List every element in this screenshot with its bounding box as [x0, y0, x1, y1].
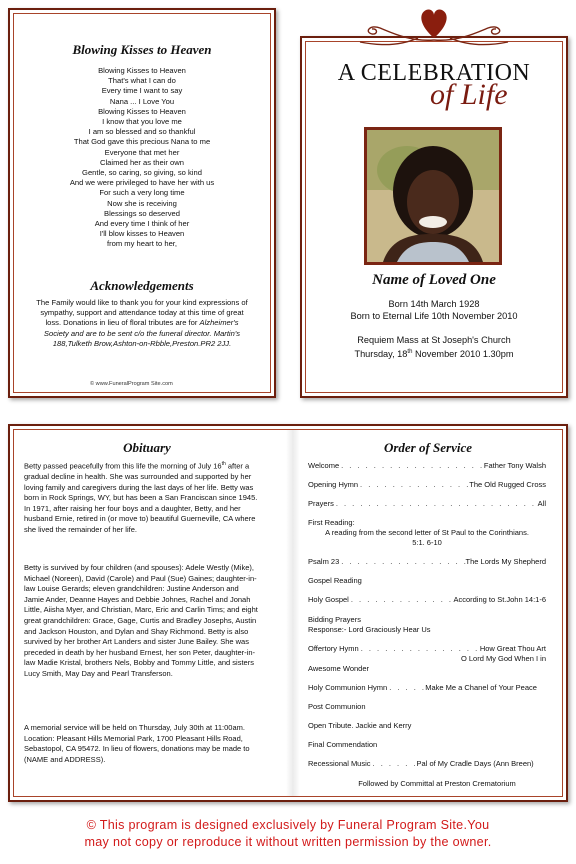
poem-line: And we were privileged to have her with us [69, 178, 215, 188]
prayers-row: Prayers . . . All [308, 499, 546, 509]
obituary-paragraph-2: Betty is survived by four children (and spouses): Adele Westly (Mike), Michael (Noreen), David (Carole) and Paul (Sue) Gaines; daughter-in-law Louise Gerards; eleven grandchildren: Justine Anderson and Jamie Ander, Deanne Hayes and Debbie Johnes, Rachel and Jonah Little, Aiisha Myer, and Christian, Marc, Eric and Carlin Tims; and eight great grandchildren: Grace, Gage, Curtis and Bradley Josephs, Austin and Jackson Houston, and Dylan and Shay Richmond. Betty is also survived by her brother Art Landers and sister June Bailey. She was preceded in death by her husband Ernest, her son Peter, daughter-in-law Madie Kristal, brothers Nels, Bobby and Tommy Little, and sisters Lucy Smith, May Day and Pearl Transferson. [24, 563, 258, 678]
cover-title: A CELEBRATION [337, 60, 531, 86]
gospel-reading: Gospel Reading [308, 576, 362, 585]
first-reading-label: First Reading: [308, 518, 355, 527]
poem-line: Blowing Kisses to Heaven [98, 66, 186, 75]
obituary-paragraph-1: Betty passed peacefully from this life the morning of July 16th after a gradual decline in health. She was surrounded and supported by her loving family and caregivers during the last days of her life. Betty was born in Rock Springs, WY, but has been a San Franciscan since 1945. In 1971, after raising her four boys and a daughter, Betty, and her husband Ernie, retired in (or move to) beautiful Guerneville, CA where she lived the remainder of her life. [24, 461, 258, 535]
acknowledgements-plain: The Family would like to thank you for your kind expressions of sympathy, support and attendance today at this time of great loss. Donations in lieu of floral tributes are for [36, 298, 248, 328]
offertory-hymn-row: Offertory Hymn . . . How Great Thou Art [308, 644, 546, 654]
poem-line: I know that you love me [102, 117, 182, 127]
obituary-paragraph-3: A memorial service will be held on Thursday, July 30th at 11:00am. Location: Pleasant Hills Memorial Park, 1700 Pleasant Hills Road, Sebastopol, CA 95472. In lieu of flowers, donations may be made to (NAME and ADDRESS). [24, 723, 250, 764]
recessional-row: Recessional Music . . . Pal of My Cradle Days (Ann Breen) [308, 759, 546, 769]
poem-line: That God gave this precious Nana to me [73, 137, 211, 147]
committal-note: Followed by Committal at Preston Crematorium [358, 779, 516, 788]
offertory-hymn-end: Awesome Wonder [308, 664, 370, 673]
poem-title: Blowing Kisses to Heaven [72, 42, 212, 57]
poem-line: Claimed her as their own [100, 157, 184, 167]
cover-subtitle: of Life [430, 78, 508, 111]
bidding-prayers: Bidding Prayers [308, 615, 361, 624]
poem-line: That's what I can do [108, 76, 176, 86]
scroll-left-icon [360, 27, 434, 45]
obituary-title: Obituary [123, 440, 171, 455]
opening-hymn-row: Opening Hymn . . . The Old Rugged Cross [308, 480, 546, 490]
service-date: Thursday, 18th November 2010 1.30pm [354, 349, 514, 360]
offertory-hymn-continued: O Lord My God When I in [460, 654, 546, 663]
acknowledgements-text [32, 298, 252, 349]
site-url: © www.FuneralProgram Site.com [90, 381, 173, 387]
bidding-response: Response:- Lord Graciously Hear Us [308, 625, 431, 634]
birth-date: Born 14th March 1928 [388, 299, 480, 309]
loved-one-name: Name of Loved One [372, 272, 496, 288]
scroll-right-icon [434, 27, 508, 45]
center-fold [286, 430, 300, 796]
poem-line: Nana ... I Love You [109, 96, 175, 106]
poem-line: Now she is receiving [107, 198, 177, 208]
poem-line: Blowing Kisses to Heaven [98, 106, 186, 116]
acknowledgements-italic: Alzheimer's Society and are to be sent c/o the funeral director. Martin's 188,Tulketh Brow,Ashton-on-Rbble,Preston.PR2 2JJ. [43, 318, 241, 348]
first-reading-reference: 5:1. 6-10 [412, 538, 442, 547]
communion-hymn-row: Holy Communion Hymn . . . Make Me a Chanel of Your Peace [308, 683, 546, 693]
poem-line: I am so blessed and so thankful [88, 127, 196, 137]
poem-panel [8, 8, 276, 398]
copyright-notice-line-2: may not copy or reproduce it without written permission by the owner. [84, 835, 492, 849]
poem-body [10, 66, 274, 250]
poem-line: And every time I think of her [94, 219, 190, 229]
heart-scroll-ornament [300, 2, 568, 50]
welcome-row: Welcome . . . Father Tony Walsh [308, 461, 546, 471]
first-reading-detail: A reading from the second letter of St Paul to the Corinthians. [325, 528, 529, 537]
eternal-life-date: Born to Eternal Life 10th November 2010 [350, 311, 518, 321]
poem-line: Every time I want to say [101, 86, 183, 96]
poem-line: For such a very long time [99, 188, 185, 198]
loved-one-photo [364, 127, 502, 265]
portrait-image [367, 130, 499, 262]
poem-line: Blessings so deserved [104, 208, 180, 218]
order-of-service-title: Order of Service [383, 440, 473, 455]
psalm-row: Psalm 23 . . . The Lords My Shepherd [308, 557, 546, 567]
poem-line: from my heart to her, [106, 239, 178, 249]
poem-line: Everyone that met her [104, 147, 180, 157]
final-commendation: Final Commendation [308, 740, 378, 749]
poem-line: Gentle, so caring, so giving, so kind [82, 168, 202, 178]
holy-gospel-row: Holy Gospel . . . According to St.John 14:1-6 [308, 595, 546, 605]
requiem-location: Requiem Mass at St Joseph's Church [357, 335, 511, 345]
heart-icon [421, 9, 446, 38]
copyright-notice-line-1: © This program is designed exclusively by Funeral Program Site.You [86, 818, 490, 832]
post-communion: Post Communion [308, 702, 366, 711]
open-tribute: Open Tribute. Jackie and Kerry [308, 721, 412, 730]
acknowledgements-title: Acknowledgements [90, 278, 194, 293]
poem-line: I'll blow kisses to Heaven [99, 229, 185, 239]
